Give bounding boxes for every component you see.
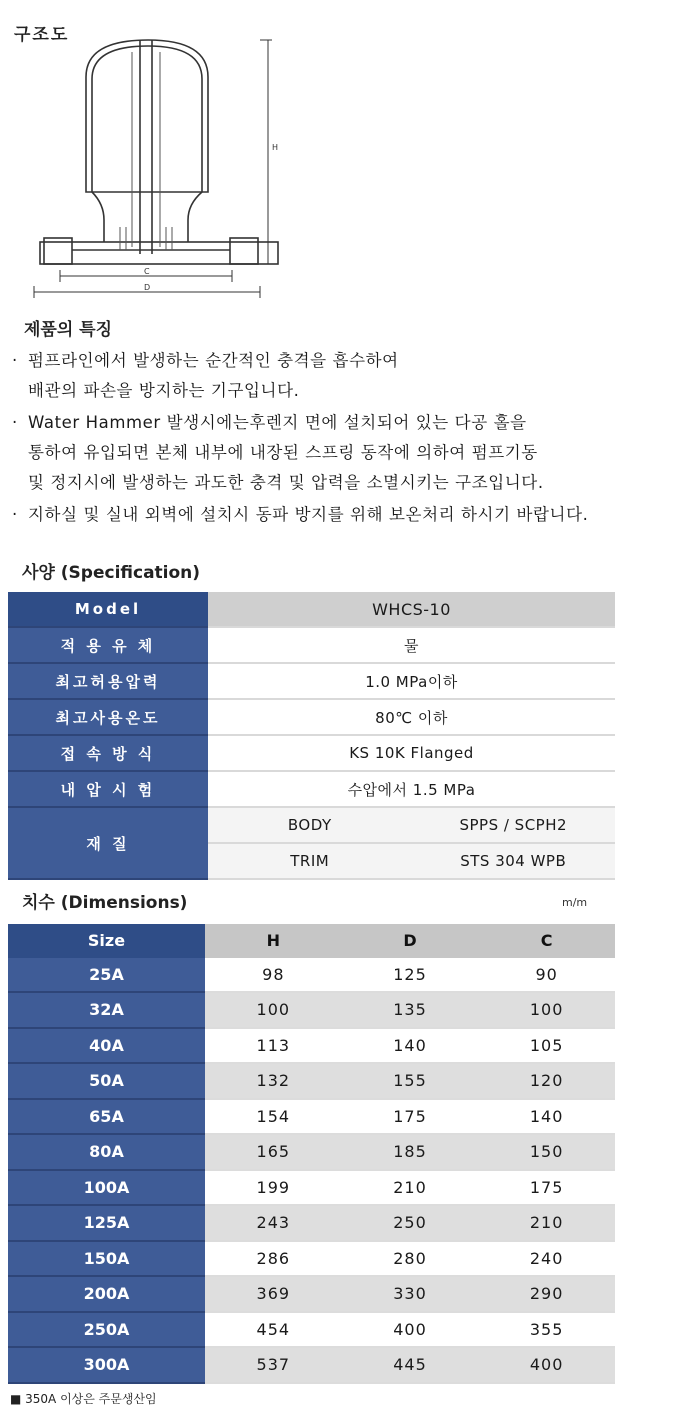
table-row [8,958,615,993]
feature-line: 배관의 파손을 방지하는 기구입니다. [28,381,300,400]
spec-row [8,627,615,663]
feature-line: Water Hammer 발생시에는후렌지 면에 설치되어 있는 다공 홀을 [28,413,527,432]
value-cell: 369 [205,1276,342,1312]
spec-value: 물 [208,627,615,663]
value-cell: 240 [478,1241,615,1277]
size-cell: 80A [8,1134,205,1170]
size-cell: 65A [8,1099,205,1135]
table-row [8,1312,615,1348]
table-row [8,1170,615,1206]
value-cell: 100 [478,992,615,1028]
spec-row [8,771,615,807]
value-cell: 98 [205,958,342,993]
column-header: H [205,924,342,958]
size-cell: 300A [8,1347,205,1383]
spec-label: 최고사용온도 [8,699,208,735]
value-cell: 125 [342,958,479,993]
table-row [8,1063,615,1099]
dimensions-title-ko: 치수 [22,893,55,913]
material-value: STS 304 WPB [412,843,616,879]
spec-value: 1.0 MPa이하 [208,663,615,699]
value-cell: 155 [342,1063,479,1099]
spec-label: 내 압 시 험 [8,771,208,807]
size-cell: 50A [8,1063,205,1099]
spec-value: 80℃ 이하 [208,699,615,735]
table-row [8,1099,615,1135]
value-cell: 355 [478,1312,615,1348]
dimensions-title-en: (Dimensions) [60,893,188,913]
size-cell: 25A [8,958,205,993]
value-cell: 445 [342,1347,479,1383]
value-cell: 185 [342,1134,479,1170]
footnote: ■ 350A 이상은 주문생산임 [10,1392,157,1406]
value-cell: 150 [478,1134,615,1170]
column-header: C [478,924,615,958]
size-cell: 200A [8,1276,205,1312]
material-part: TRIM [208,843,412,879]
value-cell: 140 [478,1099,615,1135]
value-cell: 154 [205,1099,342,1135]
size-cell: 40A [8,1028,205,1064]
value-cell: 537 [205,1347,342,1383]
dimensions-header-row [8,924,615,958]
material-part: BODY [208,807,412,843]
table-row [8,1241,615,1277]
spec-row [8,663,615,699]
spec-label: 최고허용압력 [8,663,208,699]
spec-label: 적 용 유 체 [8,627,208,663]
value-cell: 210 [342,1170,479,1206]
structure-diagram [20,32,300,307]
dimensions-body [8,958,615,1383]
feature-item [12,408,696,498]
size-cell: 125A [8,1205,205,1241]
dim-c-label: C [144,267,150,276]
value-cell: 290 [478,1276,615,1312]
table-row [8,1028,615,1064]
dimensions-title [22,888,187,913]
value-cell: 286 [205,1241,342,1277]
value-cell: 105 [478,1028,615,1064]
spec-title [22,558,200,583]
value-cell: 100 [205,992,342,1028]
bullet: · [12,505,18,524]
value-cell: 250 [342,1205,479,1241]
value-cell: 140 [342,1028,479,1064]
value-cell: 243 [205,1205,342,1241]
feature-line: 지하실 및 실내 외벽에 설치시 동파 방지를 위해 보온처리 하시기 바랍니다. [28,505,589,524]
value-cell: 175 [478,1170,615,1206]
spec-row-material [8,807,615,843]
value-cell: 90 [478,958,615,993]
spec-title-en: (Specification) [60,563,201,583]
feature-item [12,346,696,406]
size-cell: 150A [8,1241,205,1277]
spec-table [8,592,615,880]
value-cell: 400 [342,1312,479,1348]
column-header: Size [8,924,205,958]
table-row [8,1134,615,1170]
dimensions-unit: m/m [562,896,588,909]
spec-row [8,735,615,771]
column-header: D [342,924,479,958]
bullet: · [12,413,18,432]
value-cell: 113 [205,1028,342,1064]
dim-h-label: H [272,143,279,152]
value-cell: 210 [478,1205,615,1241]
spec-row [8,699,615,735]
value-cell: 330 [342,1276,479,1312]
table-row [8,1347,615,1383]
feature-line: 펌프라인에서 발생하는 순간적인 충격을 흡수하여 [28,351,399,370]
features-title: 제품의 특징 [24,320,113,340]
dimensions-table [8,924,615,1384]
dim-d-label: D [144,283,151,292]
spec-value: 수압에서 1.5 MPa [208,771,615,807]
feature-line: 통하여 유입되면 본체 내부에 내장된 스프링 동작에 의하여 펌프기동 [28,443,538,462]
spec-label: 재 질 [8,807,208,879]
spec-label: 접 속 방 식 [8,735,208,771]
value-cell: 199 [205,1170,342,1206]
spec-title-ko: 사양 [22,563,55,583]
value-cell: 135 [342,992,479,1028]
table-row [8,992,615,1028]
material-value: SPPS / SCPH2 [412,807,616,843]
size-cell: 32A [8,992,205,1028]
feature-item [12,500,696,530]
bullet: · [12,351,18,370]
value-cell: 454 [205,1312,342,1348]
spec-value: KS 10K Flanged [208,735,615,771]
value-cell: 280 [342,1241,479,1277]
value-cell: 400 [478,1347,615,1383]
size-cell: 250A [8,1312,205,1348]
feature-list [12,346,696,532]
structure-title: 구조도 [14,25,70,45]
value-cell: 132 [205,1063,342,1099]
feature-line: 및 정지시에 발생하는 과도한 충격 및 압력을 소멸시키는 구조입니다. [28,473,544,492]
table-row [8,1276,615,1312]
value-cell: 165 [205,1134,342,1170]
spec-row-model [8,592,615,627]
value-cell: 175 [342,1099,479,1135]
value-cell: 120 [478,1063,615,1099]
size-cell: 100A [8,1170,205,1206]
spec-value: WHCS-10 [208,592,615,627]
spec-label: Model [8,592,208,627]
table-row [8,1205,615,1241]
